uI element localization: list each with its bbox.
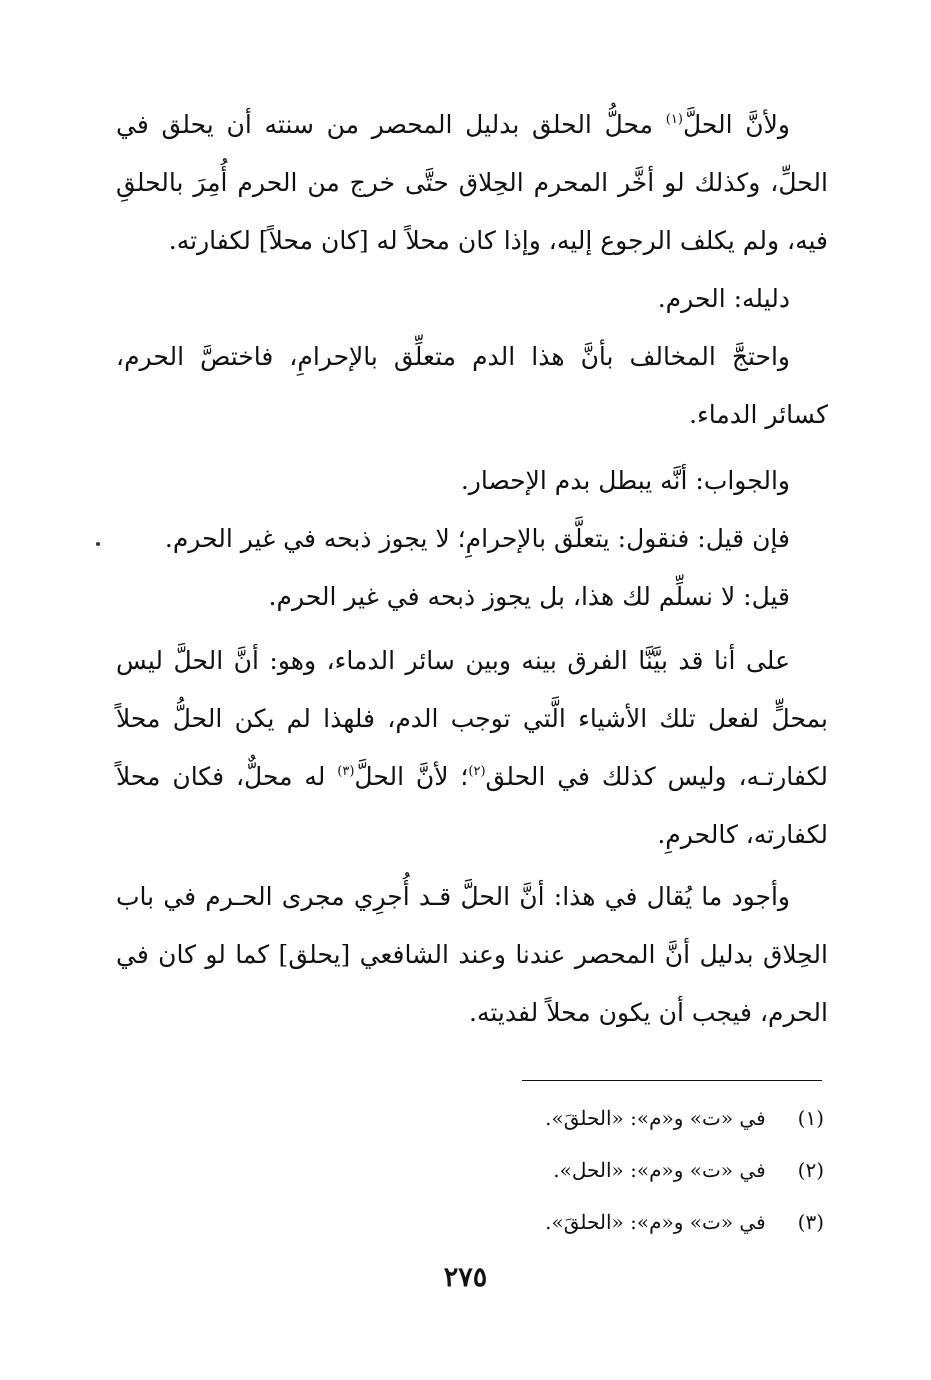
main-text-last <box>116 868 828 1042</box>
main-text-lower <box>116 632 828 864</box>
paragraph-2: دليله: الحرم. <box>657 284 790 313</box>
paragraph-5: فإن قيل: فنقول: يتعلَّق بالإحرامِ؛ لا يجوز ذبحه في غير الحرم. <box>164 524 790 553</box>
paragraph-6: قيل: لا نسلِّم لك هذا، بل يجوز ذبحه في غير الحرم. <box>268 582 790 611</box>
footnote-3 <box>320 1196 824 1248</box>
paragraph-1-text-a: ولأنَّ الحلَّ <box>682 110 790 139</box>
main-text-middle <box>116 452 828 626</box>
paragraph-4: والجواب: أنَّه يبطل بدم الإحصار. <box>460 466 790 495</box>
footnote-1 <box>320 1092 824 1144</box>
paragraph-8: وأجود ما يُقال في هذا: أنَّ الحلَّ قـد أُجرِي مجرى الحـرم في باب الحِلاق بدليل أنَّ المحصر عندنا وعند الشافعي [يحلق] كما لو كان في الحرم، فيجب أن يكون محلاً لفديته. <box>116 882 828 1027</box>
main-text <box>116 96 828 444</box>
footnote-ref-3: (٣) <box>337 764 355 779</box>
paragraph-1 <box>116 96 828 270</box>
footnote-number: (٣) <box>797 1210 824 1234</box>
page-number: ٢٧٥ <box>443 1262 488 1293</box>
footnote-ref-2: (٢) <box>468 764 486 779</box>
footnote-2 <box>320 1144 824 1196</box>
paragraph-3: واحتجَّ المخالف بأنَّ هذا الدم متعلِّق بالإحرامِ، فاختصَّ الحرم، كسائر الدماء. <box>116 342 828 429</box>
footnote-number: (٢) <box>797 1158 824 1182</box>
paragraph-7-text-a: على أنا قد بيَّنَّا الفرق بينه وبين سائر الدماء، وهو: أنَّ الحلَّ ليس بمحلٍّ لفعل تلك الأشياء الَّتي توجب الدم، فلهذا لم يكن الحلُّ محلاً لكفارتـه، وليس كذلك في الحلق <box>116 646 828 791</box>
footnote-separator <box>522 1080 822 1081</box>
paragraph-7-text-b: ؛ لأنَّ الحلَّ <box>354 762 469 791</box>
paragraph-1-text-b: محلُّ الحلق بدليل المحصر من سنته أن يحلق في الحلِّ، وكذلك لو أخَّر المحرم الحِلاق حتَّى خرج من الحرم أُمِرَ بالحلقِ فيه، ولم يكلف الرجوع إليه، وإذا كان محلاً له [كان محلاً] لكفارته. <box>116 110 828 255</box>
footnote-ref-1: (١) <box>665 112 683 127</box>
footnote-text: في «ت» و«م»: «الحل». <box>553 1158 766 1182</box>
paragraph-7-text-c: له محلٌّ، فكان محلاً لكفارته، كالحرمِ. <box>116 762 828 849</box>
footnote-number: (١) <box>797 1106 824 1130</box>
footnote-text: في «ت» و«م»: «الحلقَ». <box>545 1210 766 1234</box>
footnote-text: في «ت» و«م»: «الحلقَ». <box>545 1106 766 1130</box>
stray-dot <box>96 542 100 546</box>
paragraph-7 <box>116 632 828 864</box>
footnotes <box>320 1092 824 1248</box>
